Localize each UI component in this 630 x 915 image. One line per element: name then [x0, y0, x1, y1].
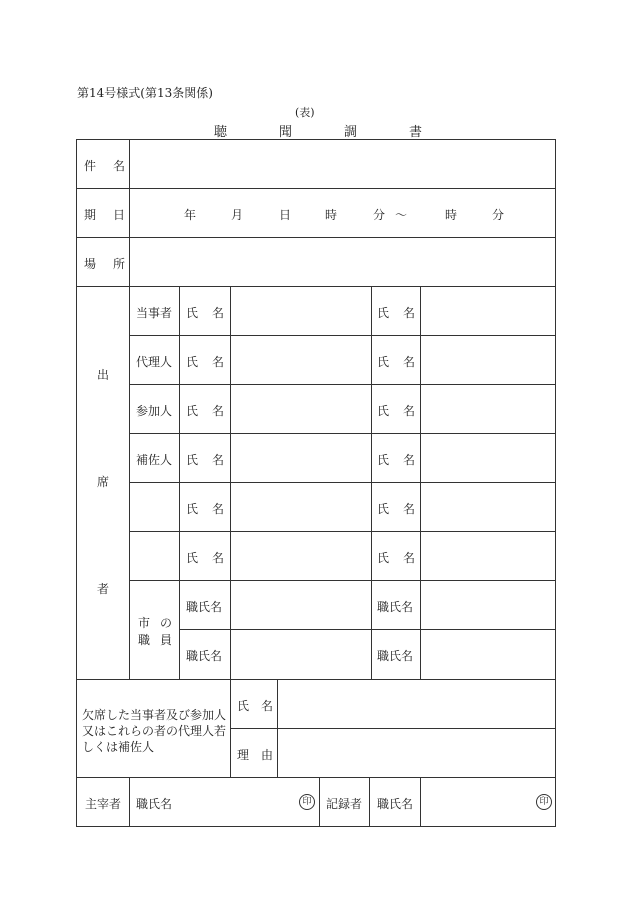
- name-label-char: 氏: [377, 404, 390, 418]
- date-unit-minute: 分: [492, 208, 505, 222]
- staff-name-label: 職氏名: [377, 649, 414, 663]
- subject-label-char: 件: [84, 159, 97, 173]
- absentee-name-label-char: 氏: [237, 699, 250, 713]
- presider-label: 主宰者: [85, 797, 122, 811]
- name-label-char: 氏: [186, 355, 199, 369]
- name-label-char: 氏: [186, 502, 199, 516]
- name-label-char: 名: [212, 404, 225, 418]
- seal-mark-icon: 印: [536, 794, 552, 810]
- absentees-description-line: しくは補佐人: [82, 740, 155, 754]
- name-label-char: 氏: [377, 355, 390, 369]
- name-label-char: 氏: [377, 502, 390, 516]
- place-label-char: 所: [113, 257, 126, 271]
- name-label-char: 氏: [186, 404, 199, 418]
- staff-name-label: 職氏名: [186, 649, 223, 663]
- attendees-label-char: 者: [97, 582, 110, 596]
- role-participant: 参加人: [136, 404, 173, 418]
- name-label-char: 名: [212, 551, 225, 565]
- staff-name-label: 職氏名: [186, 600, 223, 614]
- date-range-tilde: 〜: [395, 208, 408, 222]
- name-label-char: 氏: [377, 453, 390, 467]
- name-label-char: 名: [403, 502, 416, 516]
- name-label-char: 名: [403, 453, 416, 467]
- form-number: 第14号様式(第13条関係): [77, 86, 213, 100]
- city-staff-label-char: の: [160, 616, 173, 630]
- date-unit-month: 月: [231, 208, 244, 222]
- role-party: 当事者: [136, 306, 173, 320]
- date-unit-hour: 時: [445, 208, 458, 222]
- role-agent: 代理人: [136, 355, 173, 369]
- name-label-char: 氏: [377, 551, 390, 565]
- absence-reason-label-char: 由: [261, 748, 274, 762]
- name-label-char: 氏: [377, 306, 390, 320]
- date-unit-hour: 時: [325, 208, 338, 222]
- subject-label-char: 名: [113, 159, 126, 173]
- title-char: 聴: [214, 125, 228, 140]
- city-staff-label-char: 職: [138, 633, 151, 647]
- seal-mark-icon: 印: [299, 794, 315, 810]
- name-label-char: 名: [403, 404, 416, 418]
- city-staff-label-char: 員: [160, 633, 173, 647]
- name-label-char: 名: [403, 551, 416, 565]
- name-label-char: 名: [212, 502, 225, 516]
- name-label-char: 氏: [186, 306, 199, 320]
- name-label-char: 名: [403, 355, 416, 369]
- name-label-char: 氏: [186, 453, 199, 467]
- absentees-description-line: 又はこれらの者の代理人若: [82, 724, 227, 738]
- name-label-char: 氏: [186, 551, 199, 565]
- name-label-char: 名: [212, 306, 225, 320]
- title-char: 書: [408, 125, 422, 140]
- absentee-name-label-char: 名: [261, 699, 274, 713]
- name-label-char: 名: [212, 453, 225, 467]
- role-assistant: 補佐人: [136, 453, 173, 467]
- city-staff-label-char: 市: [138, 616, 151, 630]
- name-label-char: 名: [212, 355, 225, 369]
- attendees-label-char: 席: [97, 475, 110, 489]
- place-label-char: 場: [84, 257, 97, 271]
- side-label: (表): [295, 106, 315, 119]
- date-unit-year: 年: [184, 208, 197, 222]
- recorder-label: 記録者: [326, 797, 363, 811]
- staff-name-label: 職氏名: [377, 600, 414, 614]
- date-label-char: 日: [113, 208, 126, 222]
- date-label-char: 期: [84, 208, 97, 222]
- name-label-char: 名: [403, 306, 416, 320]
- recorder-staff-name-label: 職氏名: [377, 797, 414, 811]
- title-char: 聞: [278, 125, 292, 140]
- absentees-description-line: 欠席した当事者及び参加人: [82, 708, 227, 722]
- absence-reason-label-char: 理: [237, 748, 250, 762]
- presider-staff-name-label: 職氏名: [136, 797, 173, 811]
- date-unit-minute: 分: [373, 208, 386, 222]
- date-unit-day: 日: [279, 208, 292, 222]
- title-char: 調: [343, 125, 357, 140]
- attendees-label-char: 出: [97, 368, 110, 382]
